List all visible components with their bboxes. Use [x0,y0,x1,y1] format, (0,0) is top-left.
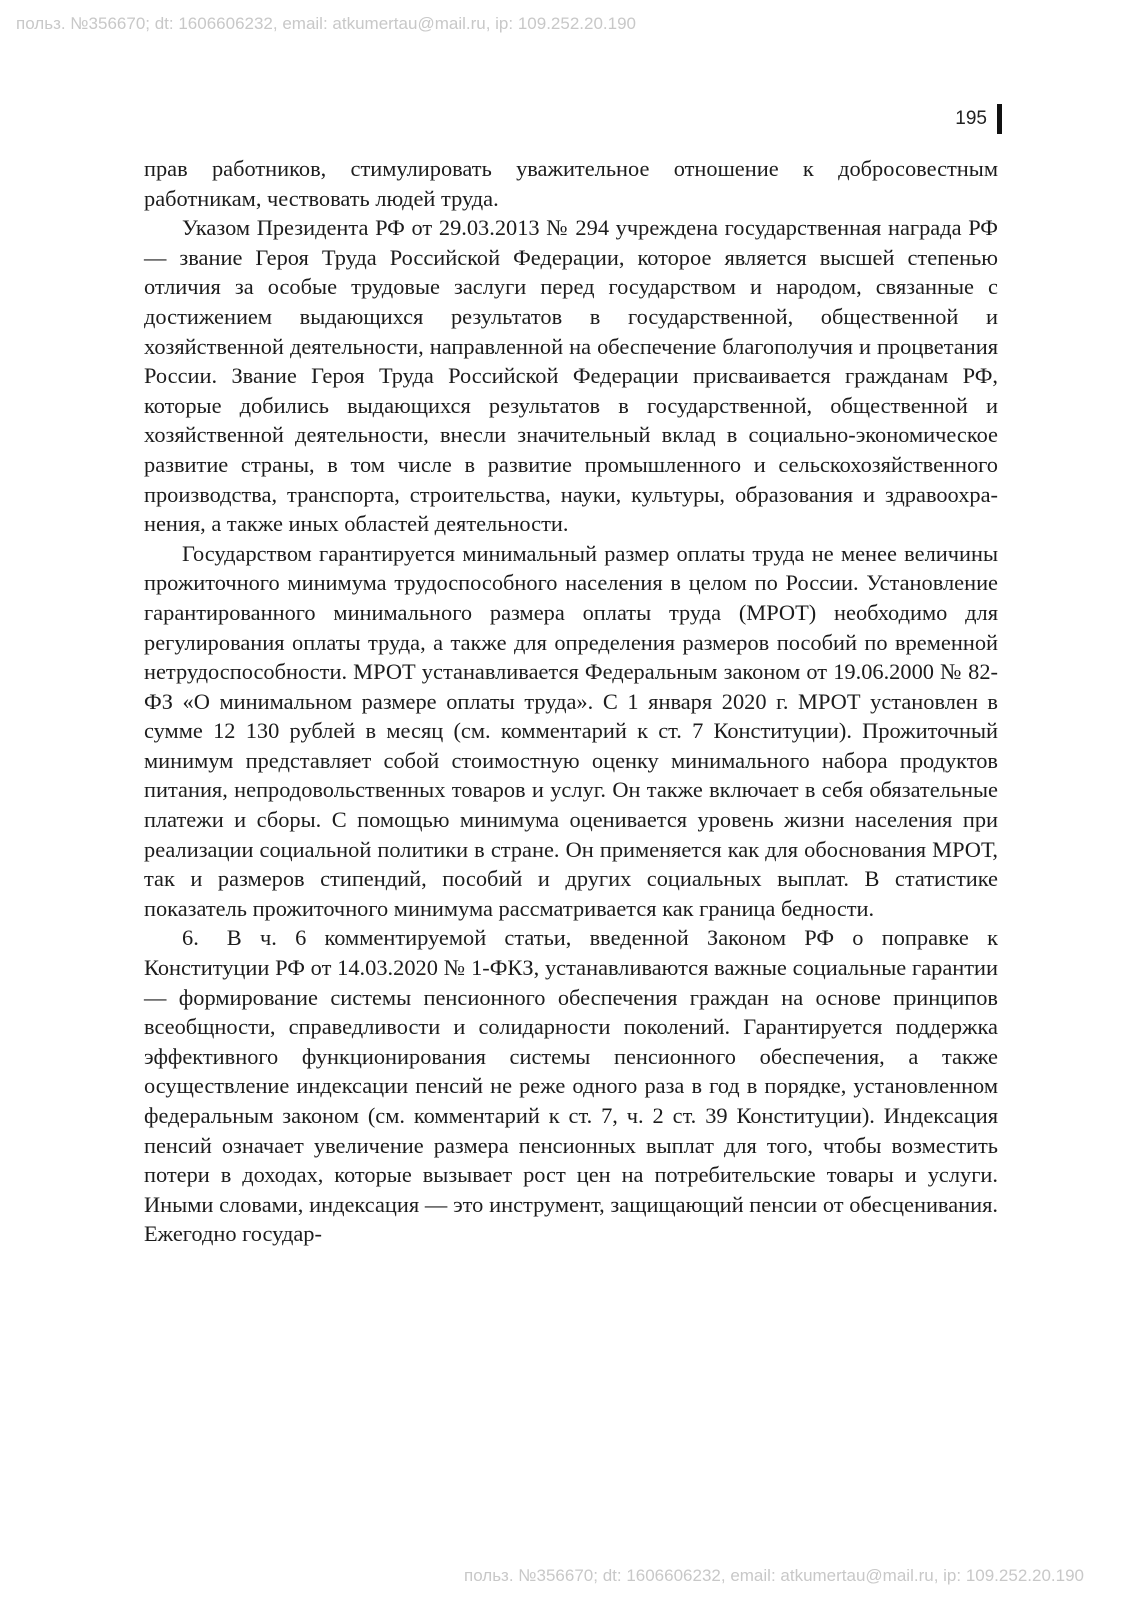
paragraph-number: 6. [182,925,199,951]
paragraph: Государством гарантируется минимальный размер оплаты труда не менее величины прожиточного минимума трудоспособного населения в целом по России. Установление гарантированного минимального размера оплаты труда (МРОТ) необходимо для регулирования оплаты труда, а также для определения размеров пособий по временной нетрудоспособности. МРОТ устанавливается Федеральным законом от 19.06.2000 № 82-ФЗ «О минимальном размере оплаты труда». С 1 января 2020 г. МРОТ установлен в сумме 12 130 рублей в месяц (см. комментарий к ст. 7 Конституции). Прожиточный минимум представляет собой стоимостную оценку минимального набора продуктов питания, непродовольственных товаров и услуг. Он также включает в себя обязательные платежи и сборы. С помощью минимума оценивается уровень жизни населения при реализации социальной политики в стране. Он применяется как для обоснования МРОТ, так и размеров стипендий, пособий и других социальных выплат. В статистике показатель прожиточного минимума рассматривается как граница бедности. [144,540,998,921]
watermark-top: польз. №356670; dt: 1606606232, email: atkumertau@mail.ru, ip: 109.252.20.190 [16,14,637,33]
paragraph: Указом Президента РФ от 29.03.2013 № 294 учреждена государственная награда РФ — звание Героя Труда Российской Федерации, которое является высшей степенью отличия за особые трудовые заслуги перед государством и народом, связанные с достижением выдающихся результатов в государственной, общественной и хозяйственной деятельности, направленной на обеспечение благополучия и процветания России. Звание Героя Труда Российской Федерации присваивается гражданам РФ, которые добились выдающихся результатов в государственной, общественной и хозяйственной деятельности, внесли значительный вклад в социально-экономическое развитие страны, в том числе в развитие промышленного и сельскохозяйственного производства, транспорта, строительства, науки, культуры, образования и здравоохранения, а также иных областей деятельности. [144,215,998,537]
body-text [144,154,998,1249]
watermark-bottom: польз. №356670; dt: 1606606232, email: atkumertau@mail.ru, ip: 109.252.20.190 [463,1566,1084,1585]
page-marker-bar [997,104,1002,134]
paragraph: прав работников, стимулировать уважительное отношение к добросовестным работникам, чествовать людей труда. [144,156,998,211]
paragraph-text: В ч. 6 комментируемой статьи, введенной Законом РФ о поправке к Конституции РФ от 14.03.2020 № 1-ФКЗ, устанавливаются важные социальные гарантии — формирование системы пенсионного обеспечения граждан на основе принципов всеобщности, справедливости и солидарности поколений. Гарантируется поддержка эффективного функционирования системы пенсионного обеспечения, а также осуществление индексации пенсий не реже одного раза в год в порядке, установленном федеральным законом (см. комментарий к ст. 7, ч. 2 ст. 39 Конституции). Индексация пенсий означает увеличение размера пенсионных выплат для того, чтобы возместить потери в доходах, которые вызывает рост цен на потребительские товары и услуги. Иными словами, индексация — это инструмент, защищающий пенсии от обесценивания. Ежегодно государ- [144,925,998,1247]
page-header [955,104,1002,134]
page-number: 195 [955,108,987,129]
numbered-paragraph [144,923,998,1249]
